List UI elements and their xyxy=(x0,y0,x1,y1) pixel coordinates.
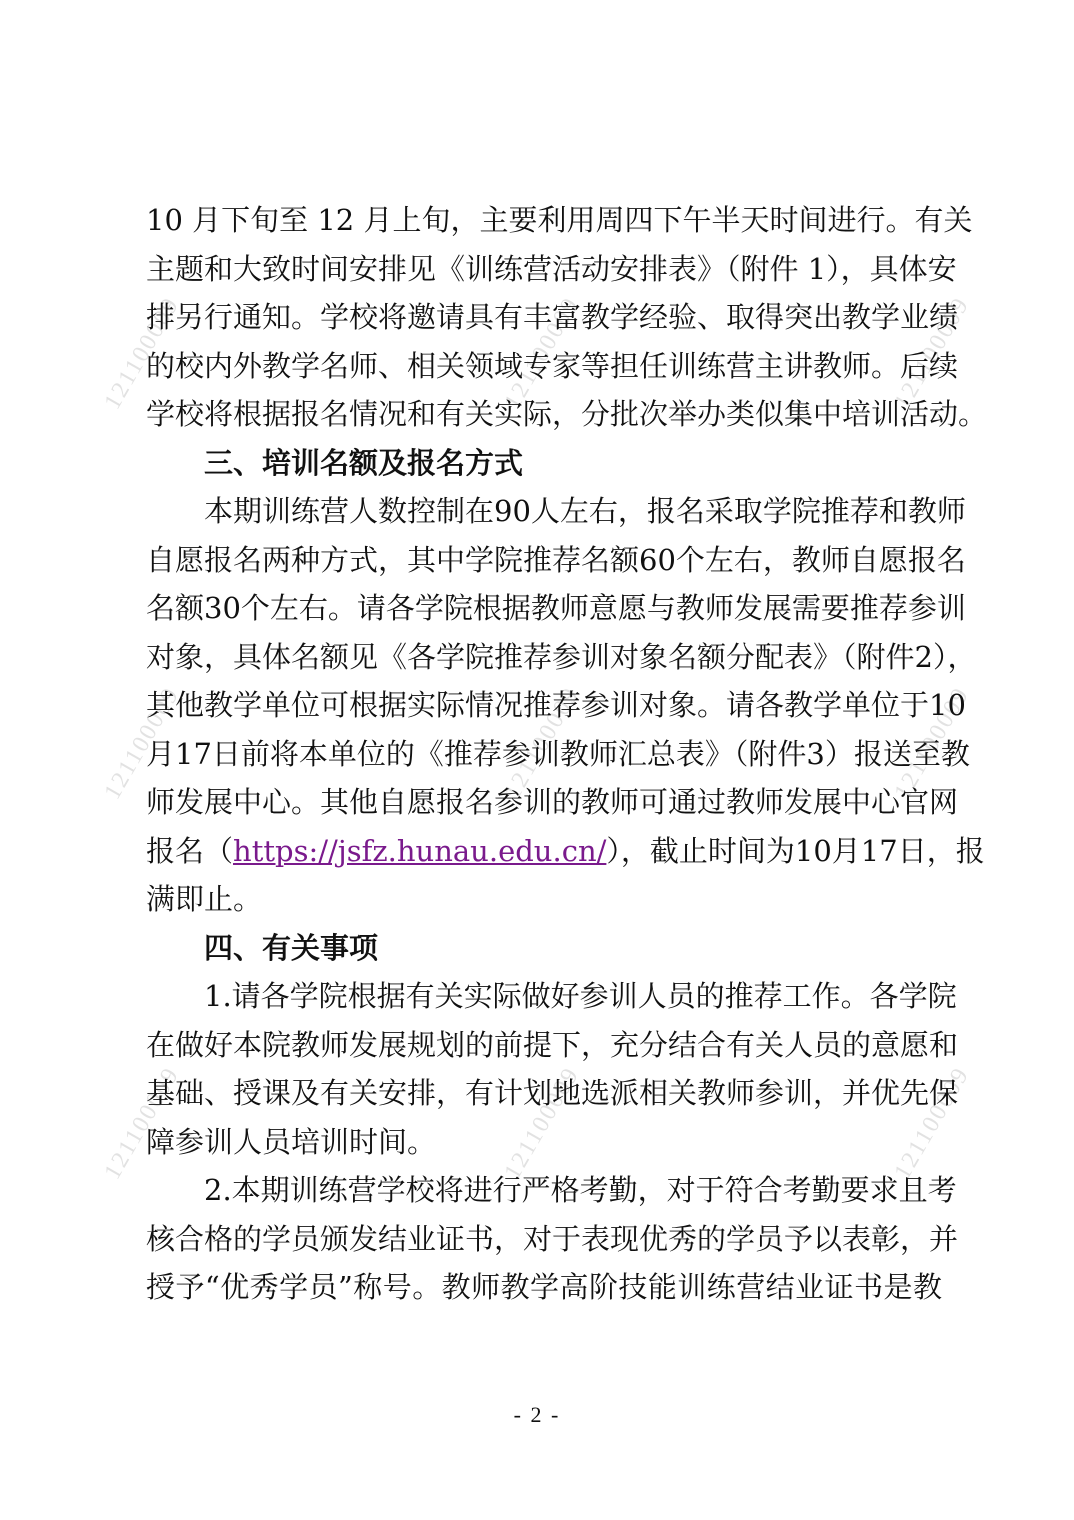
watermark: 121100009 xyxy=(889,292,975,414)
section-heading: 三、培训名额及报名方式 xyxy=(204,445,524,480)
watermark: 121100009 xyxy=(499,682,585,804)
paragraph-line: 自愿报名两种方式，其中学院推荐名额60个左右，教师自愿报名 xyxy=(146,542,966,577)
document-body xyxy=(146,196,988,1312)
watermark: 121100009 xyxy=(99,292,185,414)
watermark: 121100009 xyxy=(889,1062,975,1184)
paragraph-line: 学校将根据报名情况和有关实际，分批次举办类似集中培训活动。 xyxy=(146,397,988,431)
paragraph-line: 基础、授课及有关安排，有计划地选派相关教师参训，并优先保 xyxy=(146,1076,959,1110)
website-link[interactable]: https://jsfz.hunau.edu.cn/ xyxy=(233,833,607,868)
paragraph-line: 1.请各学院根据有关实际做好参训人员的推荐工作。各学院 xyxy=(204,979,957,1013)
page-number: - 2 - xyxy=(513,1402,561,1427)
watermark: 121100009 xyxy=(99,682,185,804)
paragraph-line: 对象，具体名额见《各学院推荐参训对象名额分配表》（附件2）， xyxy=(146,639,977,674)
paragraph-line: 的校内外教学名师、相关领域专家等担任训练营主讲教师。后续 xyxy=(146,348,959,383)
paragraph-line: 其他教学单位可根据实际情况推荐参训对象。请各教学单位于10 xyxy=(146,688,966,722)
watermark: 121100009 xyxy=(99,1062,185,1184)
watermark: 121100009 xyxy=(499,1062,585,1184)
paragraph-line: 排另行通知。学校将邀请具有丰富教学经验、取得突出教学业绩 xyxy=(146,300,959,334)
paragraph-line: 在做好本院教师发展规划的前提下，充分结合有关人员的意愿和 xyxy=(146,1027,959,1062)
paragraph-line: 2.本期训练营学校将进行严格考勤，对于符合考勤要求且考 xyxy=(204,1173,957,1207)
paragraph-line: 本期训练营人数控制在90人左右，报名采取学院推荐和教师 xyxy=(204,494,966,528)
paragraph-line xyxy=(146,827,985,876)
link-suffix: ），截止时间为10月17日，报 xyxy=(606,833,985,868)
paragraph-line: 主题和大致时间安排见《训练营活动安排表》（附件 1），具体安 xyxy=(146,251,957,286)
paragraph-line: 名额30个左右。请各学院根据教师意愿与教师发展需要推荐参训 xyxy=(146,591,966,625)
watermark: 121100009 xyxy=(889,682,975,804)
paragraph-line: 师发展中心。其他自愿报名参训的教师可通过教师发展中心官网 xyxy=(146,785,959,819)
section-heading: 四、有关事项 xyxy=(204,930,379,965)
paragraph-line: 障参训人员培训时间。 xyxy=(146,1124,437,1159)
watermark: 121100009 xyxy=(499,292,585,414)
paragraph-line: 授予“优秀学员”称号。教师教学高阶技能训练营结业证书是教 xyxy=(146,1270,942,1304)
paragraph-line: 月17日前将本单位的《推荐参训教师汇总表》（附件3）报送至教 xyxy=(146,736,970,771)
paragraph-line: 满即止。 xyxy=(146,882,263,916)
link-prefix: 报名（ xyxy=(146,833,234,868)
paragraph-line: 10 月下旬至 12 月上旬，主要利用周四下午半天时间进行。有关 xyxy=(146,203,973,237)
paragraph-line: 核合格的学员颁发结业证书，对于表现优秀的学员予以表彰，并 xyxy=(146,1221,959,1256)
